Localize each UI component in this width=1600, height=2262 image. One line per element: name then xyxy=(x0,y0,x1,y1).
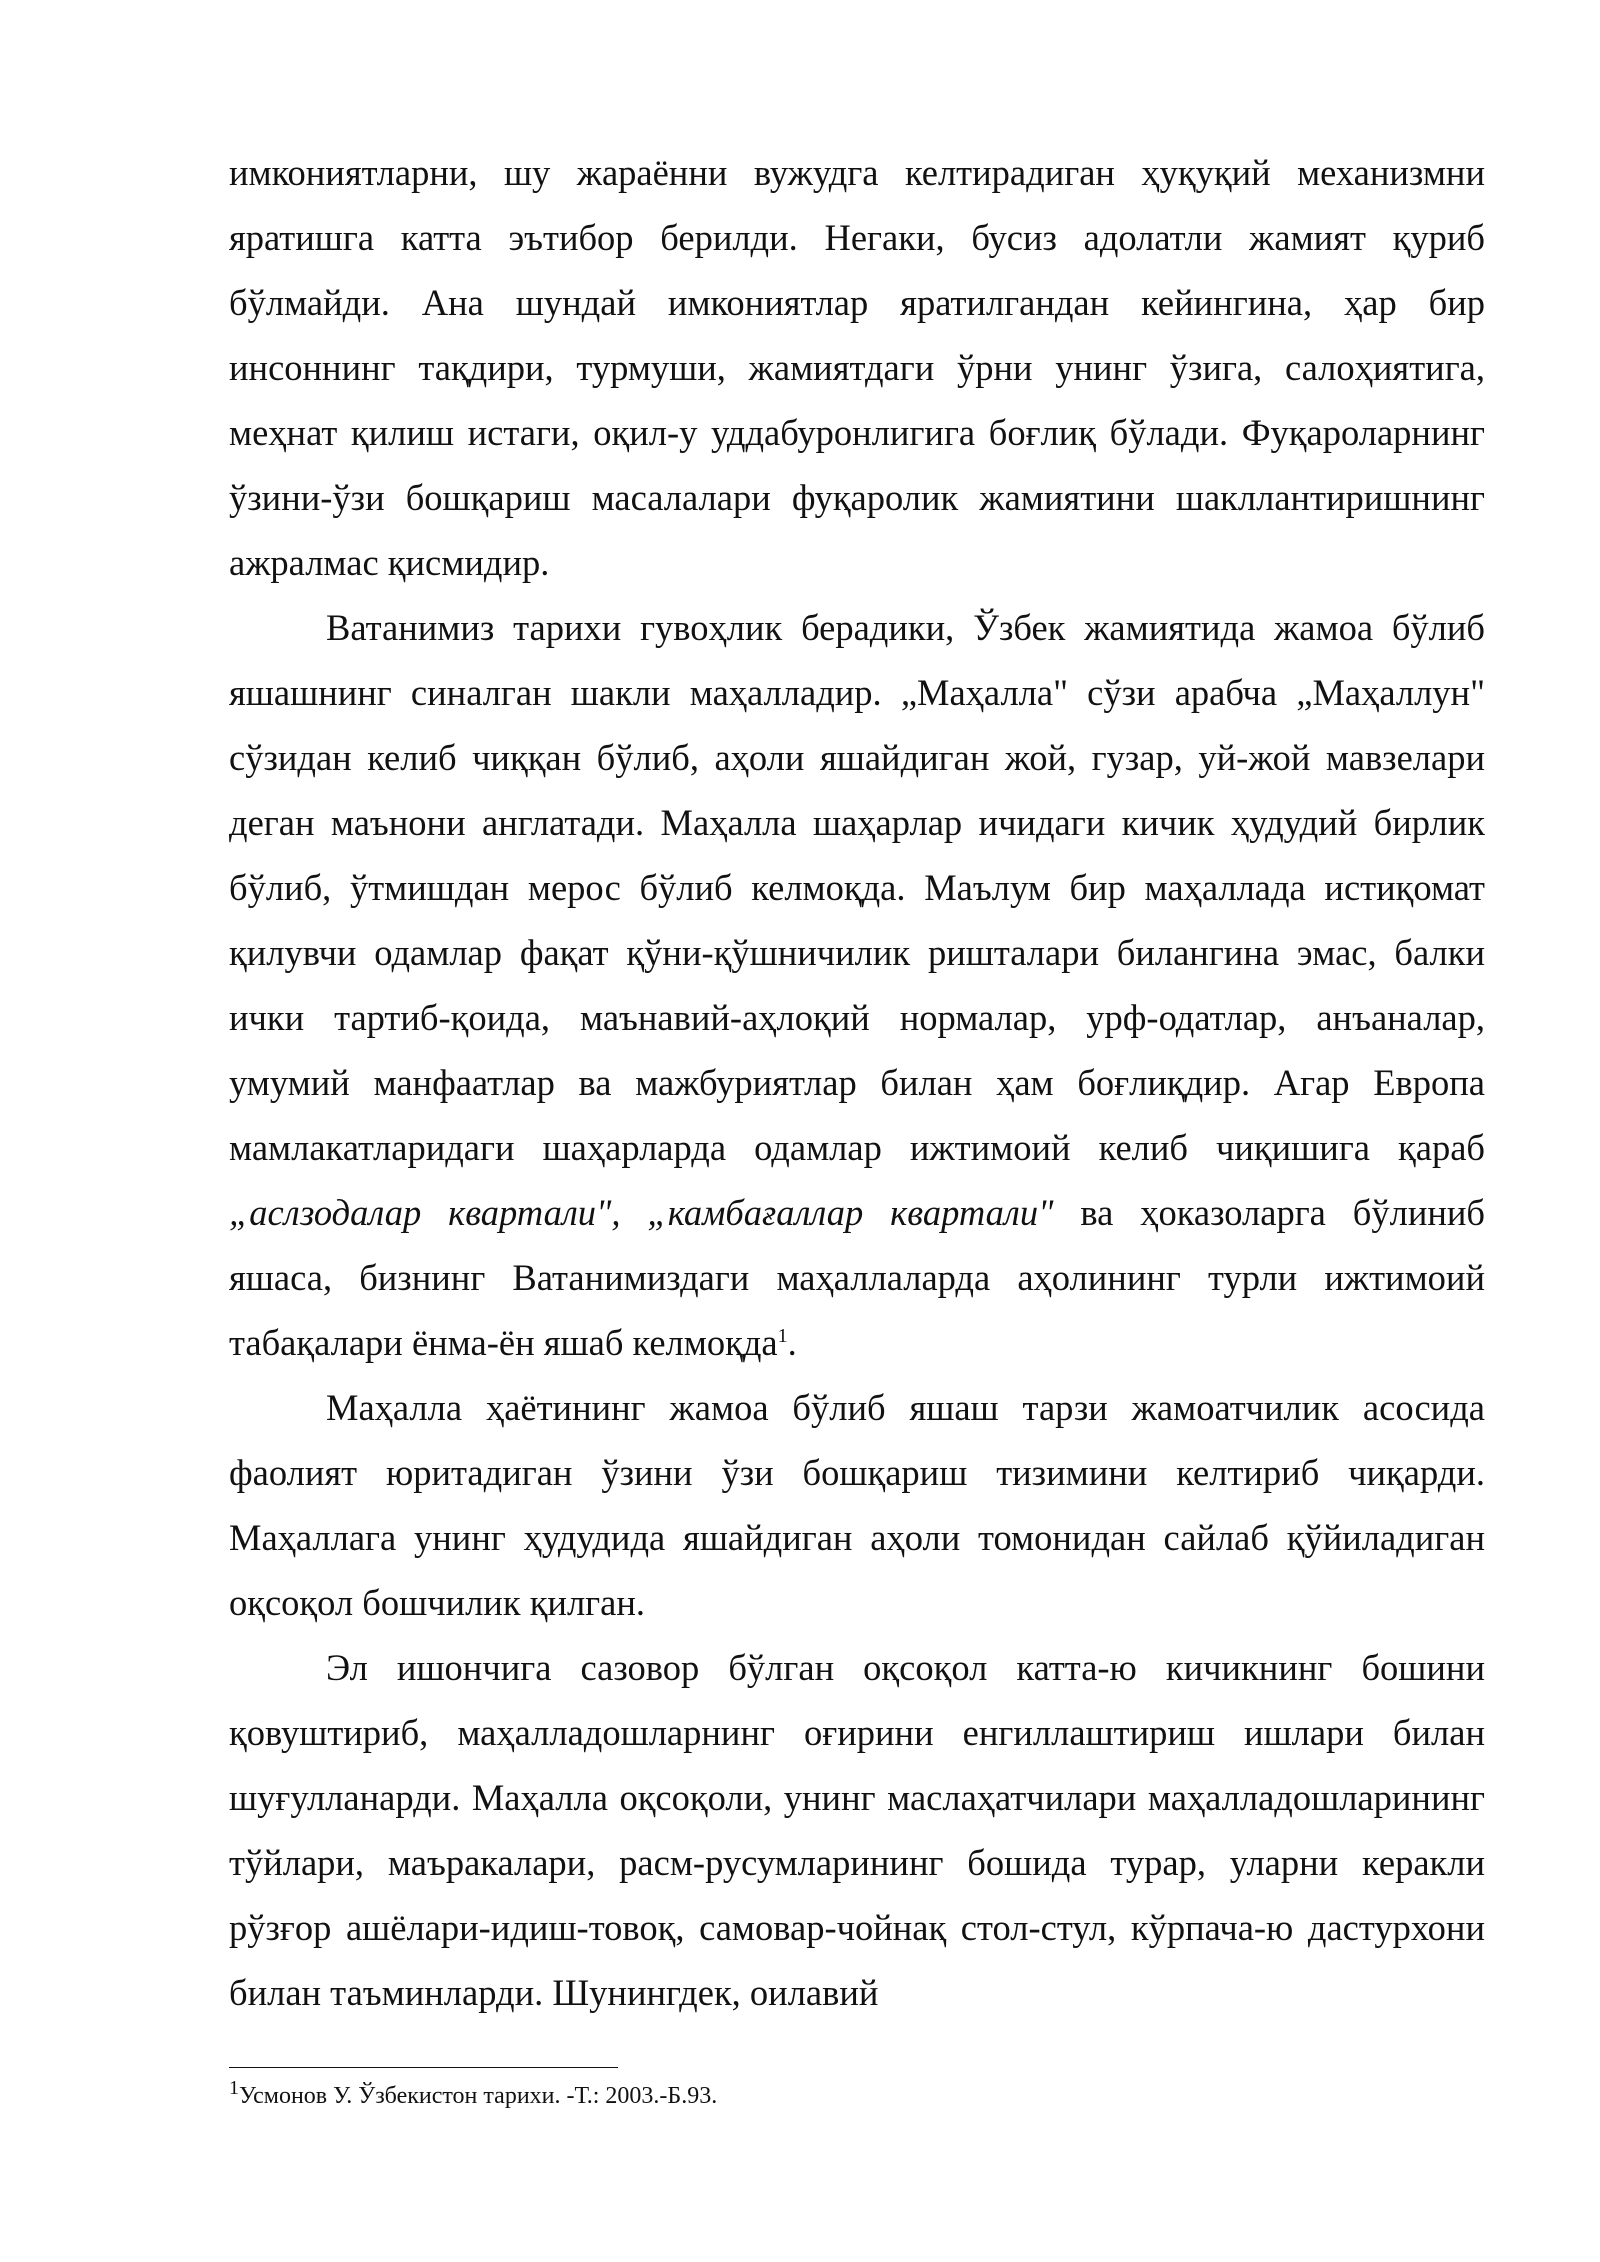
footnote-separator xyxy=(229,2067,618,2068)
paragraph-3: Маҳалла ҳаётининг жамоа бўлиб яшаш тарзи жамоатчилик асосида фаолият юритадиган ўзини ўзи бошқариш тизимини келтириб чиқарди. Маҳаллага унинг ҳудудида яшайдиган аҳоли томонидан сайлаб қўйиладиган оқсоқол бошчилик қилган. xyxy=(229,1387,1485,1623)
paragraph-2 xyxy=(229,595,1485,1375)
paragraph-2-text-start: Ватанимиз тарихи гувоҳлик берадики, Ўзбек жамиятида жамоа бўлиб яшашнинг синалган шакли маҳалладир. „Маҳалла" сўзи арабча „Маҳаллун" сўзидан келиб чиққан бўлиб, аҳоли яшайдиган жой, гузар, уй-жой мавзелари деган маънони англатади. Маҳалла шаҳарлар ичидаги кичик ҳудудий бирлик бўлиб, ўтмишдан мерос бўлиб келмоқда. Маълум бир маҳаллада истиқомат қилувчи одамлар фақат қўни-қўшничилик ришталари билангина эмас, балки ички тартиб-қоида, маънавий-аҳлоқий нормалар, урф-одатлар, анъаналар, умумий манфаатлар ва мажбуриятлар билан ҳам боғлиқдир. Агар Европа мамлакатларидаги шаҳарларда одамлар ижтимоий келиб чиқишига қараб xyxy=(229,607,1485,1168)
paragraph-4: Эл ишончига сазовор бўлган оқсоқол катта-ю кичикнинг бошини қовуштириб, маҳалладошларнинг оғирини енгиллаштириш ишлари билан шуғулланарди. Маҳалла оқсоқоли, унинг маслаҳатчилари маҳалладошларининг тўйлари, маъракалари, расм-русумларининг бошида турар, уларни керакли рўзғор ашёлари-идиш-товоқ, самовар-чойнақ стол-стул, кўрпача-ю дастурхони билан таъминларди. Шунингдек, оилавий xyxy=(229,1647,1485,2013)
footnote xyxy=(229,2077,718,2112)
document-body xyxy=(229,140,1485,2025)
footnote-text: Усмонов У. Ўзбекистон тарихи. -Т.: 2003.-Б.93. xyxy=(239,2083,718,2109)
paragraph-2-text-end: ва ҳоказоларга бўлиниб яшаса, бизнинг Ватанимиздаги маҳаллаларда аҳолининг турли ижтимоий табақалари ёнма-ён яшаб келмоқда xyxy=(229,1192,1485,1363)
footnote-mark: 1 xyxy=(229,2077,239,2099)
paragraph-1: имкониятларни, шу жараённи вужудга келтирадиган ҳуқуқий механизмни яратишга катта эътибор берилди. Негаки, бусиз адолатли жамият қуриб бўлмайди. Ана шундай имкониятлар яратилгандан кейингина, ҳар бир инсоннинг тақдири, турмуши, жамиятдаги ўрни унинг ўзига, салоҳиятига, меҳнат қилиш истаги, оқил-у уддабуронлигига боғлиқ бўлади. Фуқароларнинг ўзини-ўзи бошқариш масалалари фуқаролик жамиятини шакллантиришнинг ажралмас қисмидир. xyxy=(229,152,1485,583)
footnote-reference[interactable]: 1 xyxy=(777,1324,788,1347)
paragraph-2-italic-quote: „аслзодалар квартали", „камбағаллар квартали" xyxy=(229,1192,1054,1233)
paragraph-2-period: . xyxy=(787,1322,797,1363)
